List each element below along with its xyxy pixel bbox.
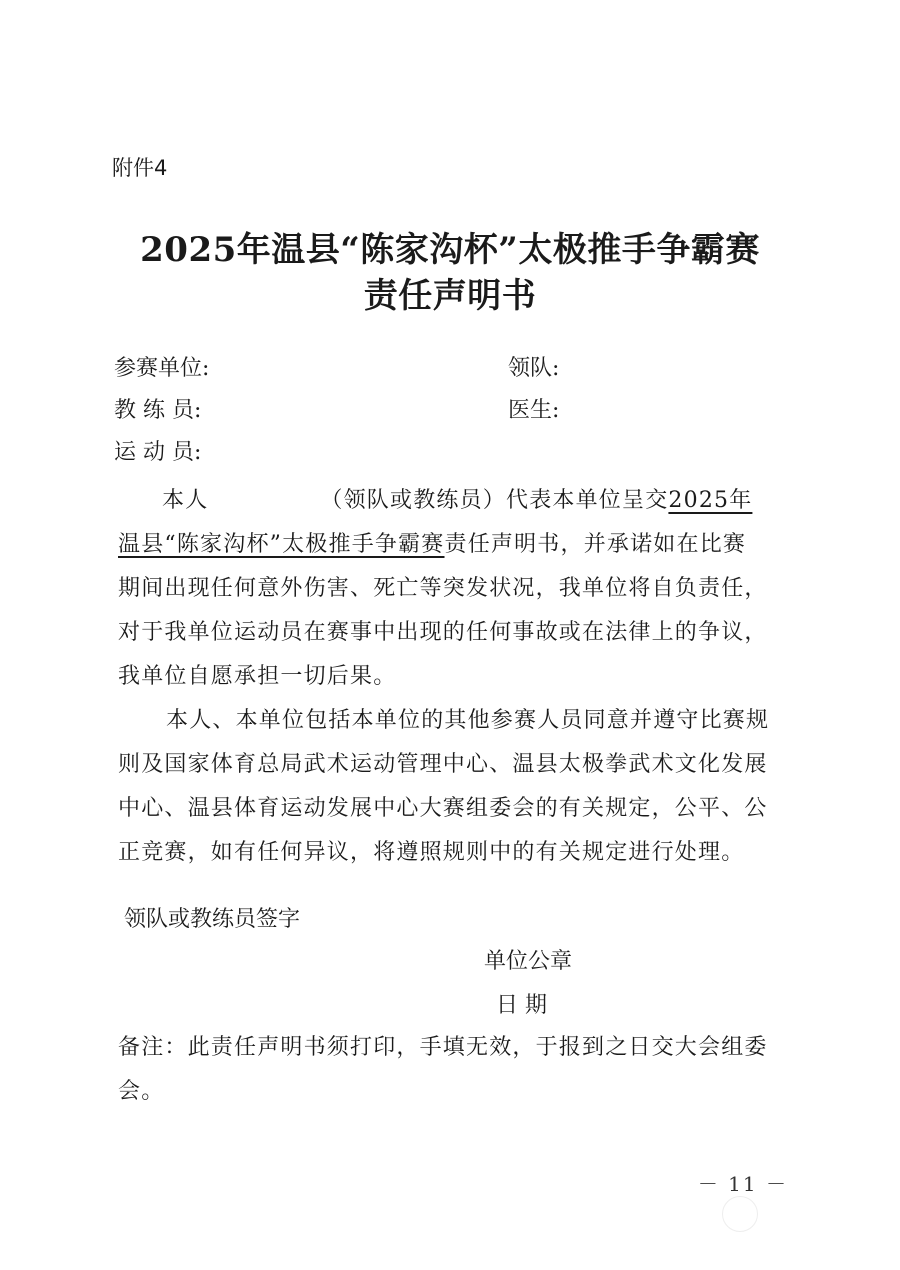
date-label: 日 期 xyxy=(496,993,547,1018)
paragraph1-line2 xyxy=(118,527,746,558)
field-unit: 参赛单位: xyxy=(114,356,210,381)
title-line-2: 责任声明书 xyxy=(363,276,537,316)
paragraph1-line1 xyxy=(162,483,752,514)
p1-mid: （领队或教练员）代表本单位呈交 xyxy=(320,488,669,513)
p1-underlined-event: 温县“陈家沟杯”太极推手争霸赛 xyxy=(118,532,445,557)
paragraph1-line5: 我单位自愿承担一切后果。 xyxy=(118,664,397,689)
paragraph1-line4: 对于我单位运动员在赛事中出现的任何事故或在法律上的争议， xyxy=(118,620,768,645)
paragraph1-line3: 期间出现任何意外伤害、死亡等突发状况，我单位将自负责任， xyxy=(118,576,768,601)
title-line-1: 2025年温县“陈家沟杯”太极推手争霸赛 xyxy=(140,230,760,270)
page-number: － 11 － xyxy=(697,1172,788,1196)
remark-line2: 会。 xyxy=(118,1079,165,1104)
field-leader: 领队: xyxy=(508,356,560,381)
field-doctor: 医生: xyxy=(508,398,560,423)
paragraph2-line2: 则及国家体育总局武术运动管理中心、温县太极拳武术文化发展 xyxy=(118,752,768,777)
paragraph2-line3: 中心、温县体育运动发展中心大赛组委会的有关规定，公平、公 xyxy=(118,796,768,821)
p1-start: 本人 xyxy=(162,488,209,513)
faint-mark xyxy=(722,1196,758,1232)
paragraph2-line4: 正竞赛，如有任何异议，将遵照规则中的有关规定进行处理。 xyxy=(118,840,745,865)
signer-label: 领队或教练员签字 xyxy=(124,907,301,932)
p1-line2-rest: 责任声明书，并承诺如在比赛 xyxy=(444,532,747,557)
p1-underlined-year: 2025年 xyxy=(668,488,753,513)
seal-label: 单位公章 xyxy=(484,949,573,974)
attachment-label: 附件4 xyxy=(112,156,168,180)
field-athlete: 运 动 员: xyxy=(114,440,202,465)
paragraph2-line1: 本人、本单位包括本单位的其他参赛人员同意并遵守比赛规 xyxy=(166,708,770,733)
remark-line1: 备注：此责任声明书须打印，手填无效，于报到之日交大会组委 xyxy=(118,1035,768,1060)
field-coach: 教 练 员: xyxy=(114,398,202,423)
